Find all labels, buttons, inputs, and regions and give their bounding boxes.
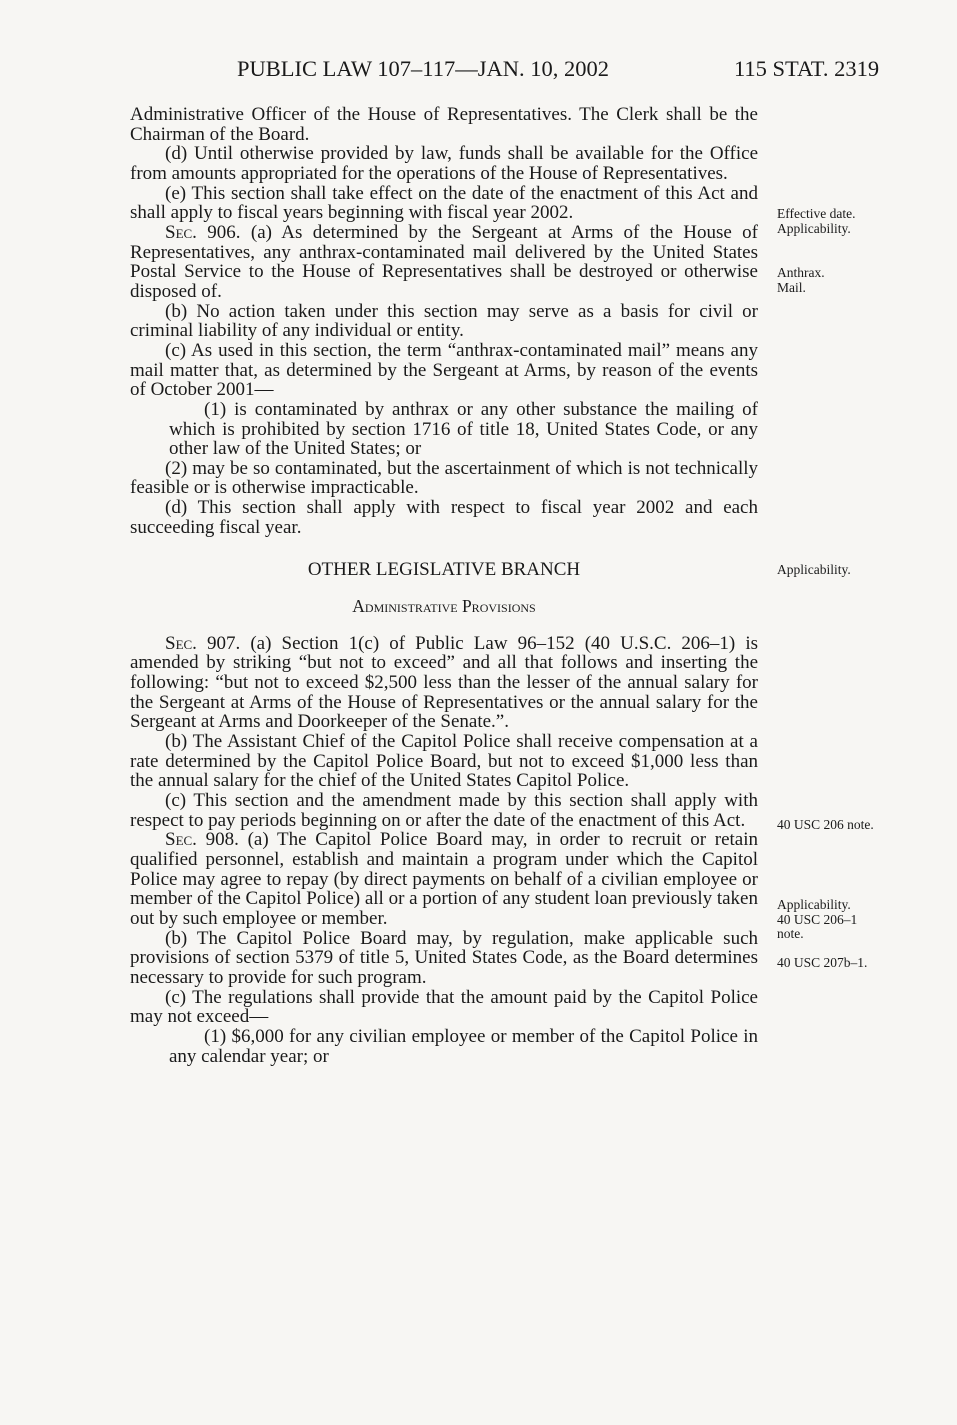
section-label: Sec. 907. [165, 632, 241, 654]
margin-note: Applicability. [777, 562, 851, 577]
subsection-heading: Administrative Provisions [352, 596, 536, 617]
margin-note: 40 USC 206 note. [777, 817, 874, 832]
numbered-clause: (1) is contaminated by anthrax or any other substance the mailing of which is prohibited by section 1716 of title 18, United States Code, or any other law of the United States; or [169, 398, 758, 460]
paragraph: (c) As used in this section, the term “anthrax-contaminated mail” means any mail matter that, as determined by the Sergeant at Arms, by reason of the events of October 2001— [130, 339, 758, 401]
paragraph: (d) This section shall apply with respect to fiscal year 2002 and each succeeding fiscal year. [130, 497, 758, 538]
section-908 [130, 830, 758, 928]
numbered-clause: (2) may be so contaminated, but the ascertainment of which is not technically feasible or is otherwise impracticable. [130, 457, 758, 499]
paragraph: (c) The regulations shall provide that the amount paid by the Capitol Police may not exceed— [130, 986, 758, 1028]
section-906 [130, 223, 758, 302]
section-label: Sec. 908. [165, 829, 239, 851]
margin-note: Effective date. Applicability. [777, 206, 856, 236]
paragraph: (c) This section and the amendment made by this section shall apply with respect to pay periods beginning on or after the date of the enactment of this Act. [130, 790, 758, 831]
paragraph: (b) No action taken under this section may serve as a basis for civil or criminal liability of any individual or entity. [130, 300, 758, 342]
running-head-citation: PUBLIC LAW 107–117—JAN. 10, 2002 [237, 56, 609, 81]
body-text [130, 105, 758, 1066]
margin-note: Applicability. 40 USC 206–1 note. [777, 897, 858, 941]
section-text: (a) Section 1(c) of Public Law 96–152 (40 U.S.C. 206–1) is amended by striking “but not to exceed” and all that follows and inserting the following: “but not to exceed $2,500 less than the lesser of the annual salary for the Sergeant at Arms of the House of Representatives or the annual salary for the Sergeant at Arms and Doorkeeper of the Senate.”. [130, 632, 758, 733]
paragraph: (b) The Capitol Police Board may, by regulation, make applicable such provisions of section 5379 of title 5, United States Code, as the Board determines necessary to provide for such program. [130, 927, 758, 988]
running-head-page: 115 STAT. 2319 [734, 56, 880, 81]
margin-note: 40 USC 207b–1. [777, 955, 868, 970]
section-907 [130, 634, 758, 732]
section-text: (a) The Capitol Police Board may, in order to recruit or retain qualified personnel, establish and maintain a program under which the Capitol Police may agree to repay (by direct payments on behalf of a civilian employee or member of the Capitol Police) all or a portion of any student loan previously taken out by such employee or member. [130, 829, 758, 929]
section-label: Sec. 906. [165, 221, 241, 243]
margin-note: Anthrax. Mail. [777, 265, 825, 295]
numbered-clause: (1) $6,000 for any civilian employee or member of the Capitol Police in any calendar year; or [169, 1025, 758, 1067]
paragraph: Administrative Officer of the House of Representatives. The Clerk shall be the Chairman of the Board. [130, 104, 758, 145]
paragraph: (e) This section shall take effect on the date of the enactment of this Act and shall apply to fiscal years beginning with fiscal year 2002. [130, 182, 758, 224]
section-text: (a) As determined by the Sergeant at Arms of the House of Representatives, any anthrax-contaminated mail delivered by the United States Postal Service to the House of Representatives shall be destroyed or otherwise disposed of. [130, 221, 758, 302]
section-heading: OTHER LEGISLATIVE BRANCH [307, 559, 581, 581]
paragraph: (b) The Assistant Chief of the Capitol Police shall receive compensation at a rate determined by the Capitol Police Board, but not to exceed $1,000 less than the annual salary for the chief of the United States Capitol Police. [130, 731, 758, 792]
paragraph: (d) Until otherwise provided by law, funds shall be available for the Office from amounts appropriated for the operations of the House of Representatives. [130, 143, 758, 184]
